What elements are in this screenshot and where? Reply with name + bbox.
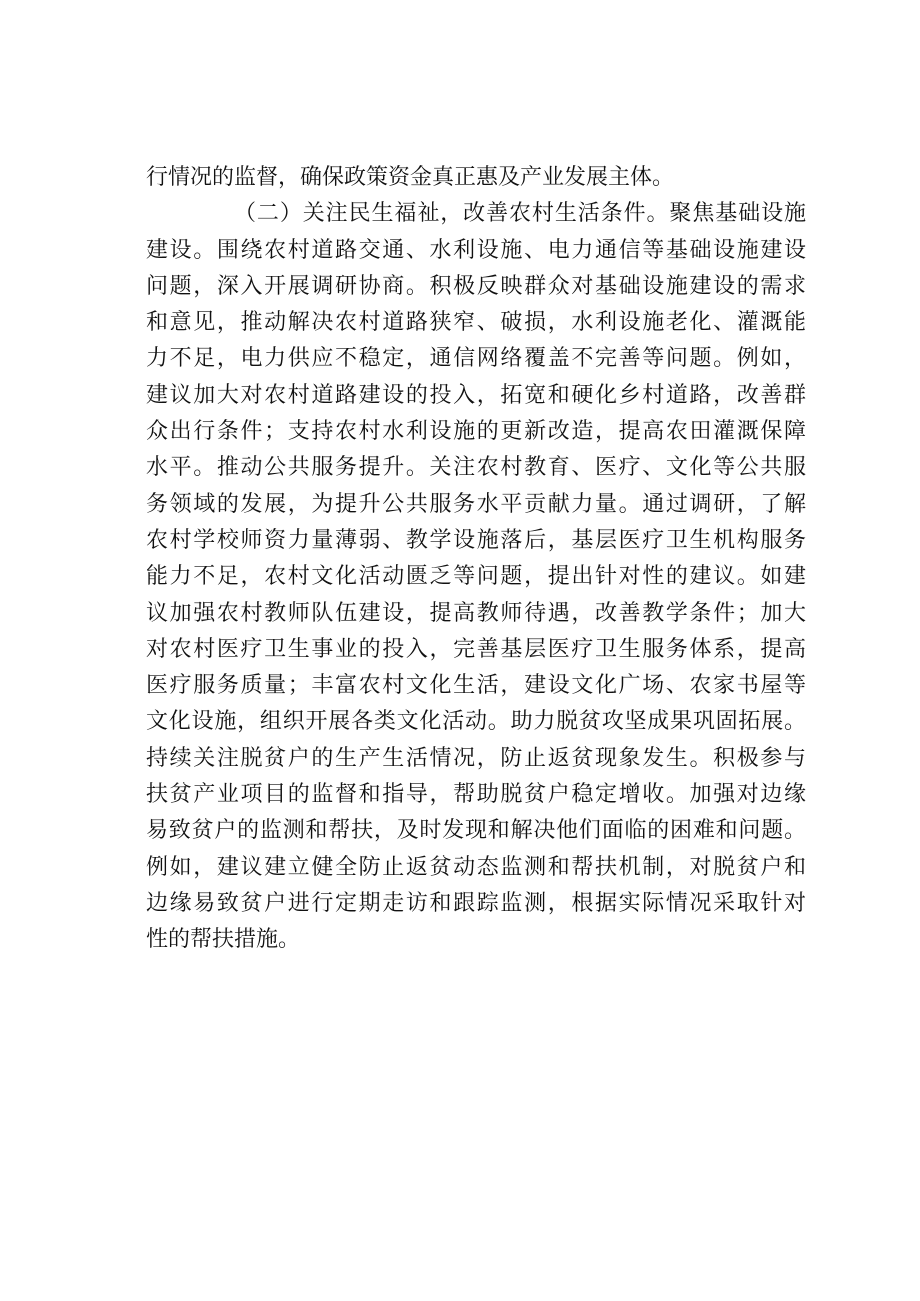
text-line: 文化设施，组织开展各类文化活动。助力脱贫攻坚成果巩固拓展。	[146, 709, 806, 735]
text-line: 能力不足，农村文化活动匮乏等问题，提出针对性的建议。如建	[146, 564, 806, 590]
text-line: 务领域的发展，为提升公共服务水平贡献力量。通过调研，了解	[146, 491, 806, 517]
text-line: 众出行条件；支持农村水利设施的更新改造，提高农田灌溉保障	[146, 419, 806, 445]
text-line: 和意见，推动解决农村道路狭窄、破损，水利设施老化、灌溉能	[146, 310, 806, 336]
text-line: 扶贫产业项目的监督和指导，帮助脱贫户稳定增收。加强对边缘	[146, 782, 806, 808]
text-line: 对农村医疗卫生事业的投入，完善基层医疗卫生服务体系，提高	[146, 636, 806, 662]
text-line: 问题，深入开展调研协商。积极反映群众对基础设施建设的需求	[146, 273, 806, 299]
text-line: 持续关注脱贫户的生产生活情况，防止返贫现象发生。积极参与	[146, 745, 806, 771]
section-heading-line: （二）关注民生福祉，改善农村生活条件。聚焦基础设施	[234, 201, 806, 227]
text-line: 农村学校师资力量薄弱、教学设施落后，基层医疗卫生机构服务	[146, 527, 806, 553]
text-line: 力不足，电力供应不稳定，通信网络覆盖不完善等问题。例如，	[146, 346, 806, 372]
text-line: 建设。围绕农村道路交通、水利设施、电力通信等基础设施建设	[146, 237, 806, 263]
text-line: 水平。推动公共服务提升。关注农村教育、医疗、文化等公共服	[146, 455, 806, 481]
text-line: 议加强农村教师队伍建设，提高教师待遇，改善教学条件；加大	[146, 600, 806, 626]
text-line: 建议加大对农村道路建设的投入，拓宽和硬化乡村道路，改善群	[146, 382, 806, 408]
body-text	[146, 160, 806, 959]
text-line: 例如，建议建立健全防止返贫动态监测和帮扶机制，对脱贫户和	[146, 854, 806, 880]
text-line: 医疗服务质量；丰富农村文化生活，建设文化广场、农家书屋等	[146, 673, 806, 699]
text-line: 边缘易致贫户进行定期走访和跟踪监测，根据实际情况采取针对	[146, 890, 806, 916]
text-line: 行情况的监督，确保政策资金真正惠及产业发展主体。	[146, 165, 675, 190]
text-line-final: 性的帮扶措施。	[146, 927, 301, 953]
text-line: 易致贫户的监测和帮扶，及时发现和解决他们面临的困难和问题。	[146, 818, 806, 844]
